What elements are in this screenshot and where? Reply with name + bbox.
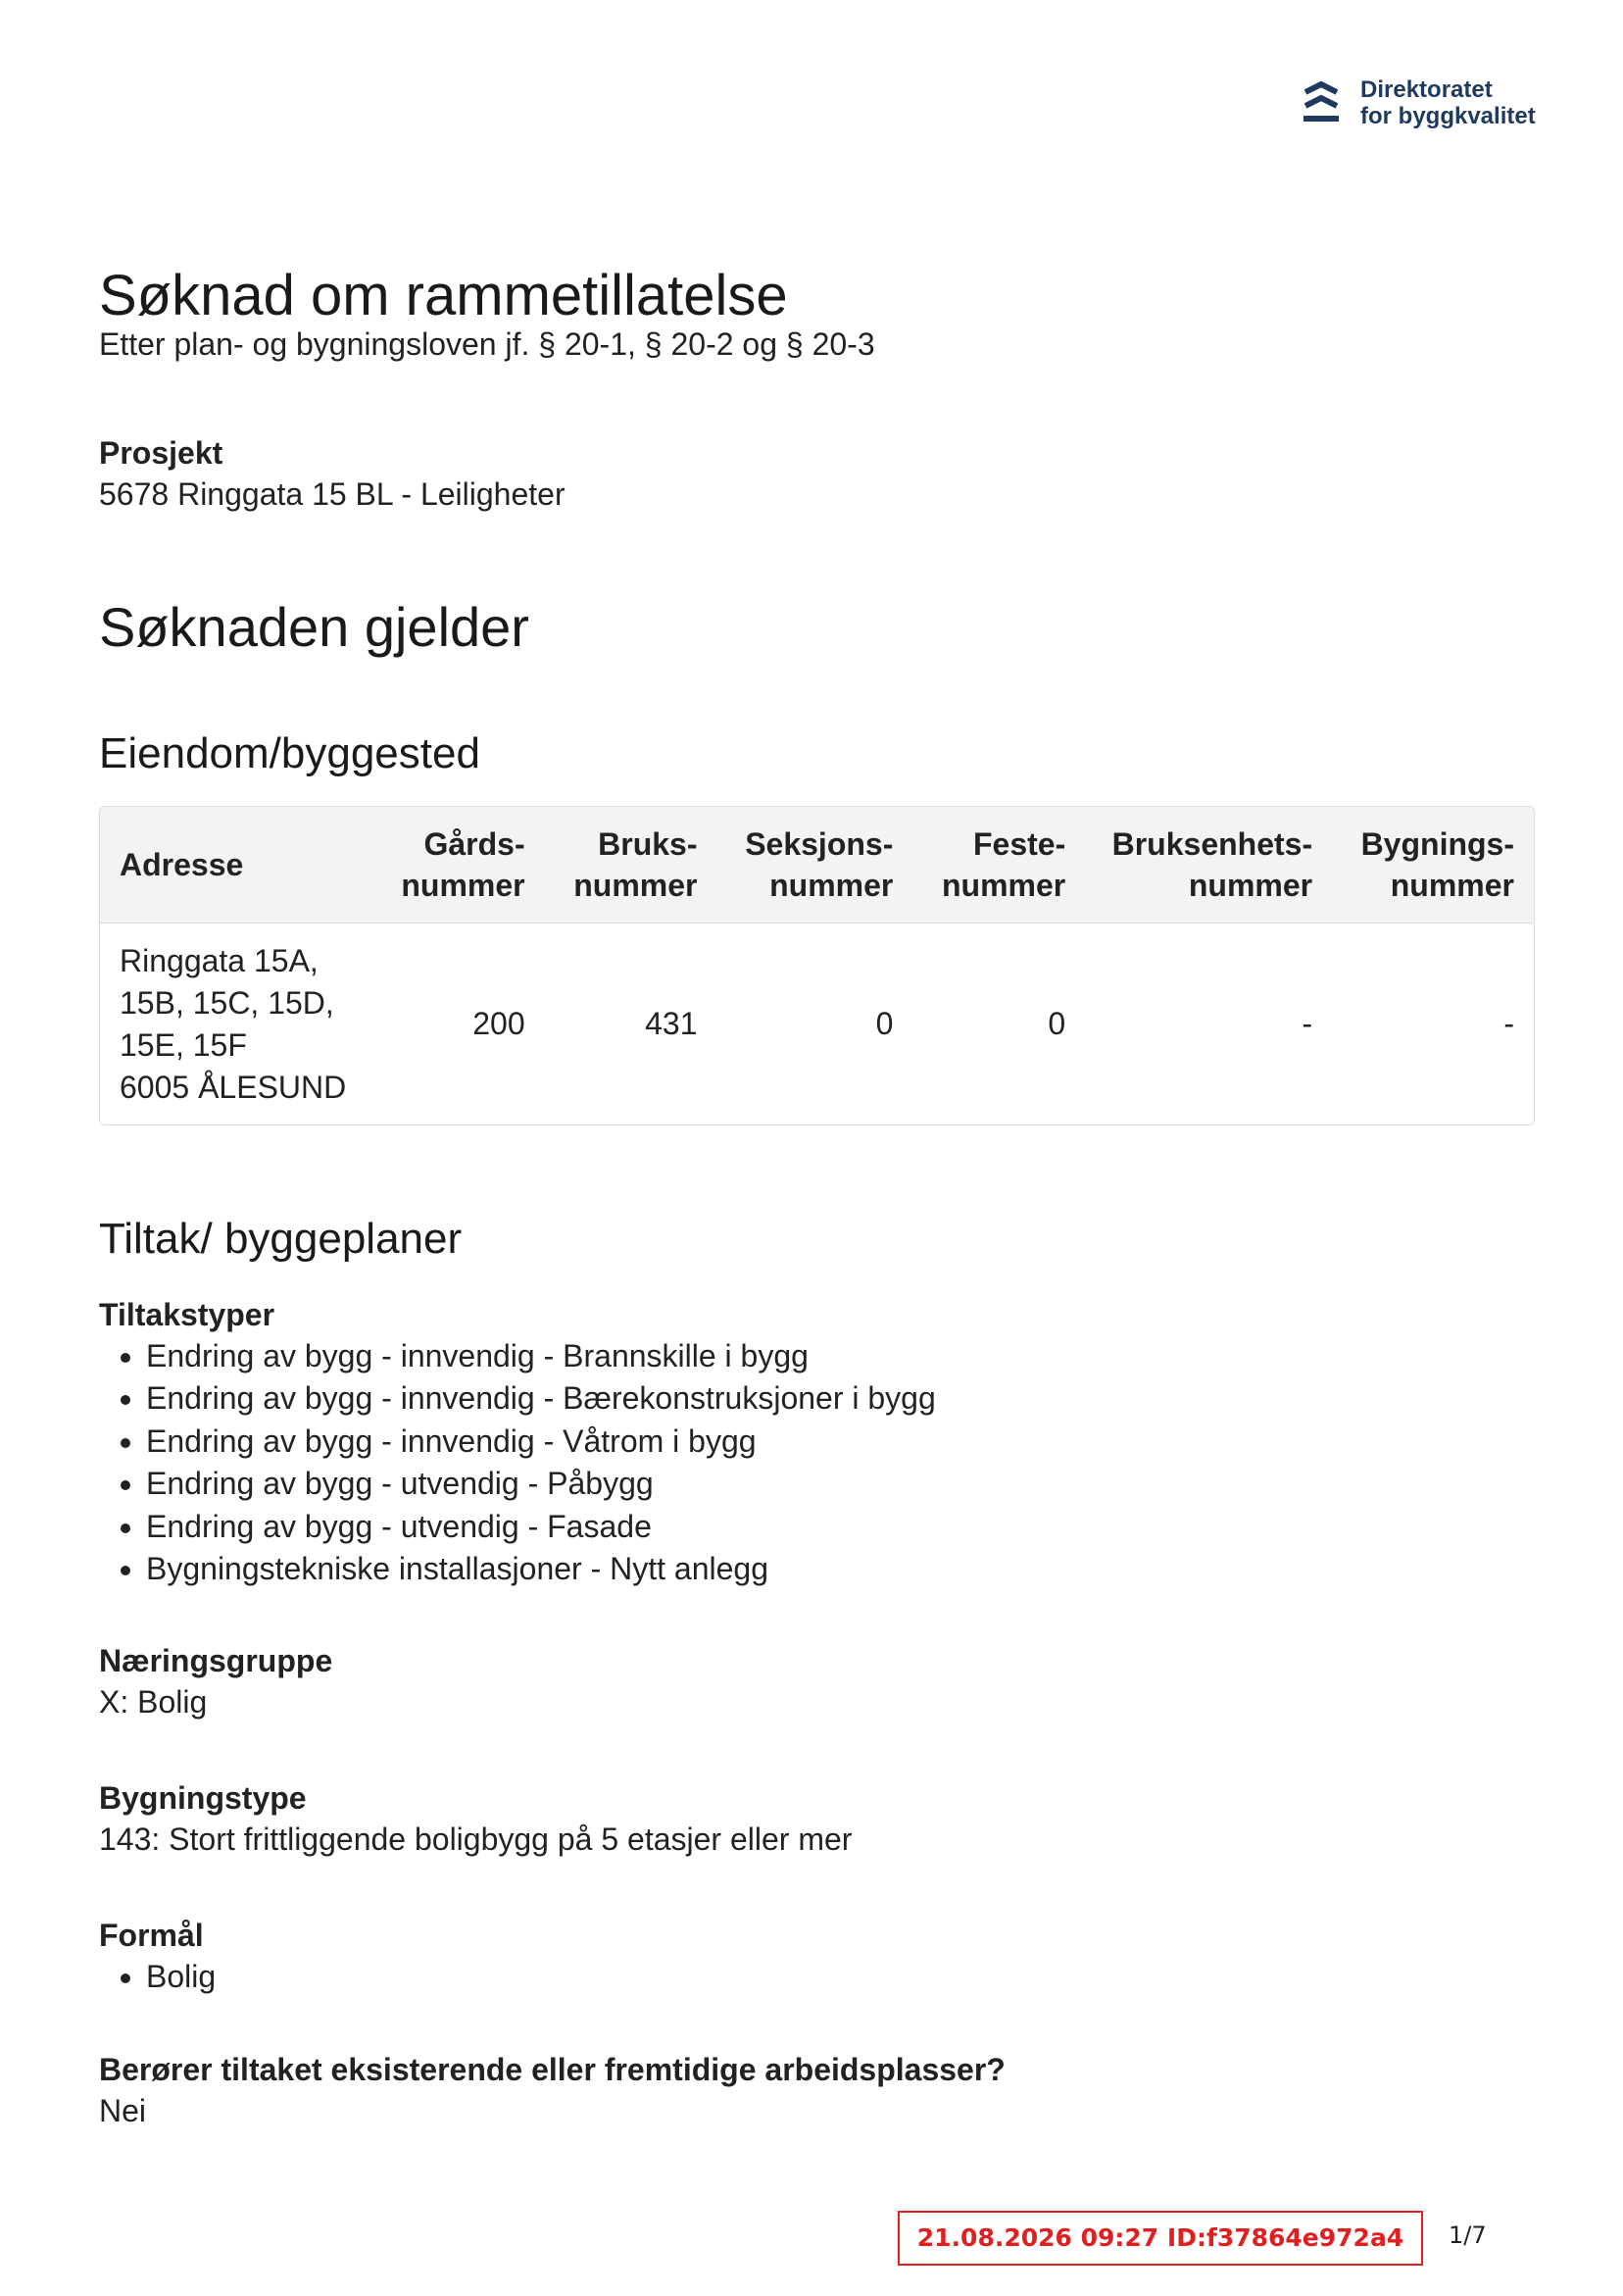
cell-bruksnummer: 431	[645, 1006, 698, 1041]
cell-festenummer: 0	[1048, 1006, 1066, 1041]
list-item: • Endring av bygg - innvendig - Brannskille i bygg	[146, 1335, 936, 1377]
tiltakstyper-label: Tiltakstyper	[99, 1297, 275, 1332]
list-item: • Endring av bygg - innvendig - Bærekonstruksjoner i bygg	[146, 1377, 936, 1420]
col-header-festenummer: Feste- nummer	[912, 807, 1085, 923]
cell-gardsnummer: 200	[472, 1006, 525, 1041]
list-item: • Endring av bygg - utvendig - Påbygg	[146, 1463, 936, 1505]
cell-bygningsnummer: -	[1503, 1006, 1514, 1041]
property-title: Eiendom/byggested	[99, 729, 480, 777]
table-header-row	[100, 807, 1534, 923]
formal-block	[99, 1915, 216, 1998]
cell-adresse: Ringgata 15A, 15B, 15C, 15D, 15E, 15F 6005 ÅLESUND	[120, 942, 347, 1105]
timestamp-stamp: 21.08.2026 09:27 ID:f37864e972a4	[898, 2211, 1423, 2266]
formal-list	[99, 1956, 216, 1998]
logo-line-2: for byggkvalitet	[1360, 103, 1536, 129]
tiltakstyper-list	[99, 1335, 936, 1590]
table-row	[100, 923, 1534, 1125]
col-header-gardsnummer: Gårds- nummer	[374, 807, 545, 923]
page-title: Søknad om rammetillatelse	[99, 264, 788, 327]
tiltakstyper-block	[99, 1294, 936, 1590]
col-header-adresse: Adresse	[100, 807, 374, 923]
arbeidsplasser-block	[99, 2049, 1006, 2131]
list-item: • Bolig	[146, 1956, 216, 1998]
bygningstype-label: Bygningstype	[99, 1780, 307, 1816]
col-header-seksjonsnummer: Seksjons- nummer	[716, 807, 912, 923]
bygningstype-block	[99, 1777, 852, 1860]
logo-chevron-icon	[1302, 78, 1341, 127]
naeringsgruppe-value: X: Bolig	[99, 1684, 208, 1720]
arbeidsplasser-label: Berører tiltaket eksisterende eller fremtidige arbeidsplasser?	[99, 2052, 1006, 2087]
naeringsgruppe-label: Næringsgruppe	[99, 1643, 333, 1678]
col-header-bygningsnummer: Bygnings- nummer	[1332, 807, 1534, 923]
logo	[1302, 76, 1556, 131]
list-item: • Endring av bygg - innvendig - Våtrom i bygg	[146, 1421, 936, 1463]
project-label: Prosjekt	[99, 435, 223, 471]
formal-label: Formål	[99, 1918, 204, 1953]
bygningstype-value: 143: Stort frittliggende boligbygg på 5 etasjer eller mer	[99, 1822, 853, 1857]
project-block	[99, 432, 566, 515]
page-number: 1/7	[1449, 2221, 1487, 2249]
list-item: • Bygningstekniske installasjoner - Nytt anlegg	[146, 1548, 936, 1590]
tiltak-title: Tiltak/ byggeplaner	[99, 1215, 463, 1263]
logo-text	[1360, 76, 1536, 129]
page-subtitle: Etter plan- og bygningsloven jf. § 20-1, § 20-2 og § 20-3	[99, 326, 875, 362]
list-item: • Endring av bygg - utvendig - Fasade	[146, 1506, 936, 1548]
arbeidsplasser-value: Nei	[99, 2093, 147, 2128]
cell-bruksenhetsnummer: -	[1302, 1006, 1313, 1041]
logo-line-1: Direktoratet	[1360, 76, 1493, 103]
cell-seksjonsnummer: 0	[875, 1006, 894, 1041]
property-table	[99, 806, 1535, 1125]
section-title: Søknaden gjelder	[99, 596, 529, 658]
col-header-bruksnummer: Bruks- nummer	[545, 807, 717, 923]
project-value: 5678 Ringgata 15 BL - Leiligheter	[99, 476, 566, 512]
naeringsgruppe-block	[99, 1640, 332, 1722]
col-header-bruksenhetsnummer: Bruksenhets- nummer	[1085, 807, 1332, 923]
